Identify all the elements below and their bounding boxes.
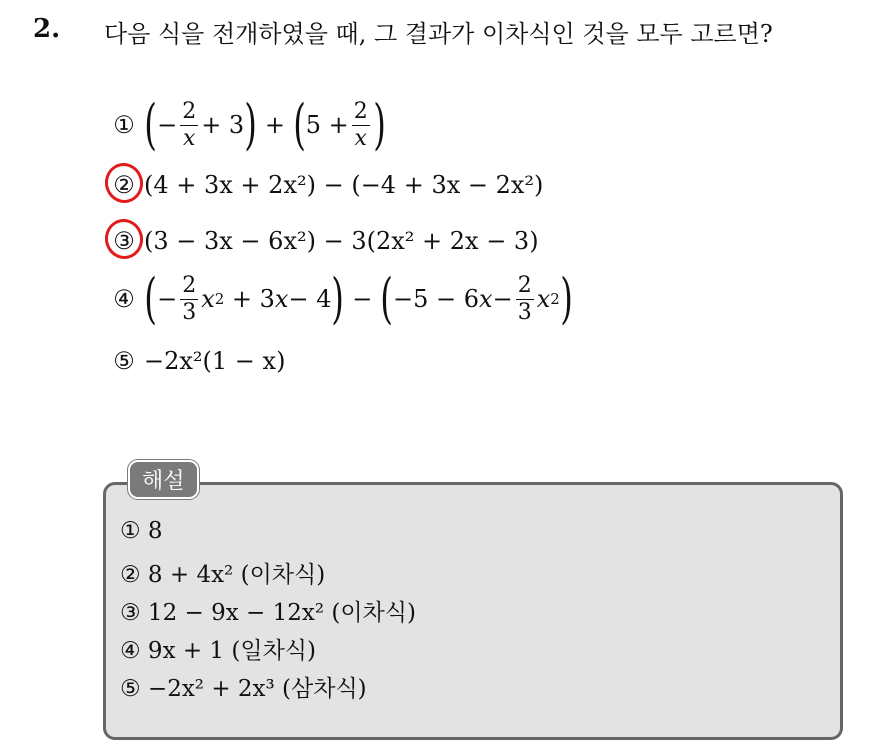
option-4[interactable] (104, 268, 573, 330)
option-5-expression: −2x²(1 − x) (144, 347, 286, 375)
option-1[interactable] (104, 94, 386, 156)
option-1-expression: ( − $\frac{2}{x}$ + 3 ) + ( 5 + $\frac{2}{x}$ ) (144, 93, 386, 156)
explanation-line-5: ⑤ −2x² + 2x³ (삼차식) (120, 676, 367, 702)
option-marker: ① (113, 111, 135, 139)
explanation-line-1: ① 8 (120, 518, 163, 544)
option-2[interactable] (104, 154, 543, 216)
option-marker: ⑤ (113, 347, 135, 375)
option-marker: ③ (104, 227, 144, 255)
option-2-expression: (4 + 3x + 2x²) − (−4 + 3x − 2x²) (144, 171, 544, 199)
option-3[interactable] (104, 210, 539, 272)
option-3-expression: (3 − 3x − 6x²) − 3(2x² + 2x − 3) (144, 227, 539, 255)
selection-circle-icon (101, 159, 146, 206)
question-text: 다음 식을 전개하였을 때, 그 결과가 이차식인 것을 모두 고르면? (104, 20, 773, 48)
option-4-expression: ( − $\frac{2}{3}$ x 2 + 3 x − 4 ) − ( −5 − 6 x − $\frac{2}{3}$ x 2 ) (144, 267, 573, 330)
option-marker: ② (104, 171, 144, 199)
explanation-line-2: ② 8 + 4x² (이차식) (120, 562, 326, 588)
selection-circle-icon (101, 215, 146, 262)
explanation-label: 해설 (128, 460, 199, 499)
explanation-line-4: ④ 9x + 1 (일차식) (120, 638, 316, 664)
option-marker: ④ (113, 285, 135, 313)
explanation-line-3: ③ 12 − 9x − 12x² (이차식) (120, 600, 416, 626)
question-number: 2. (33, 14, 61, 44)
option-5[interactable] (104, 330, 285, 392)
